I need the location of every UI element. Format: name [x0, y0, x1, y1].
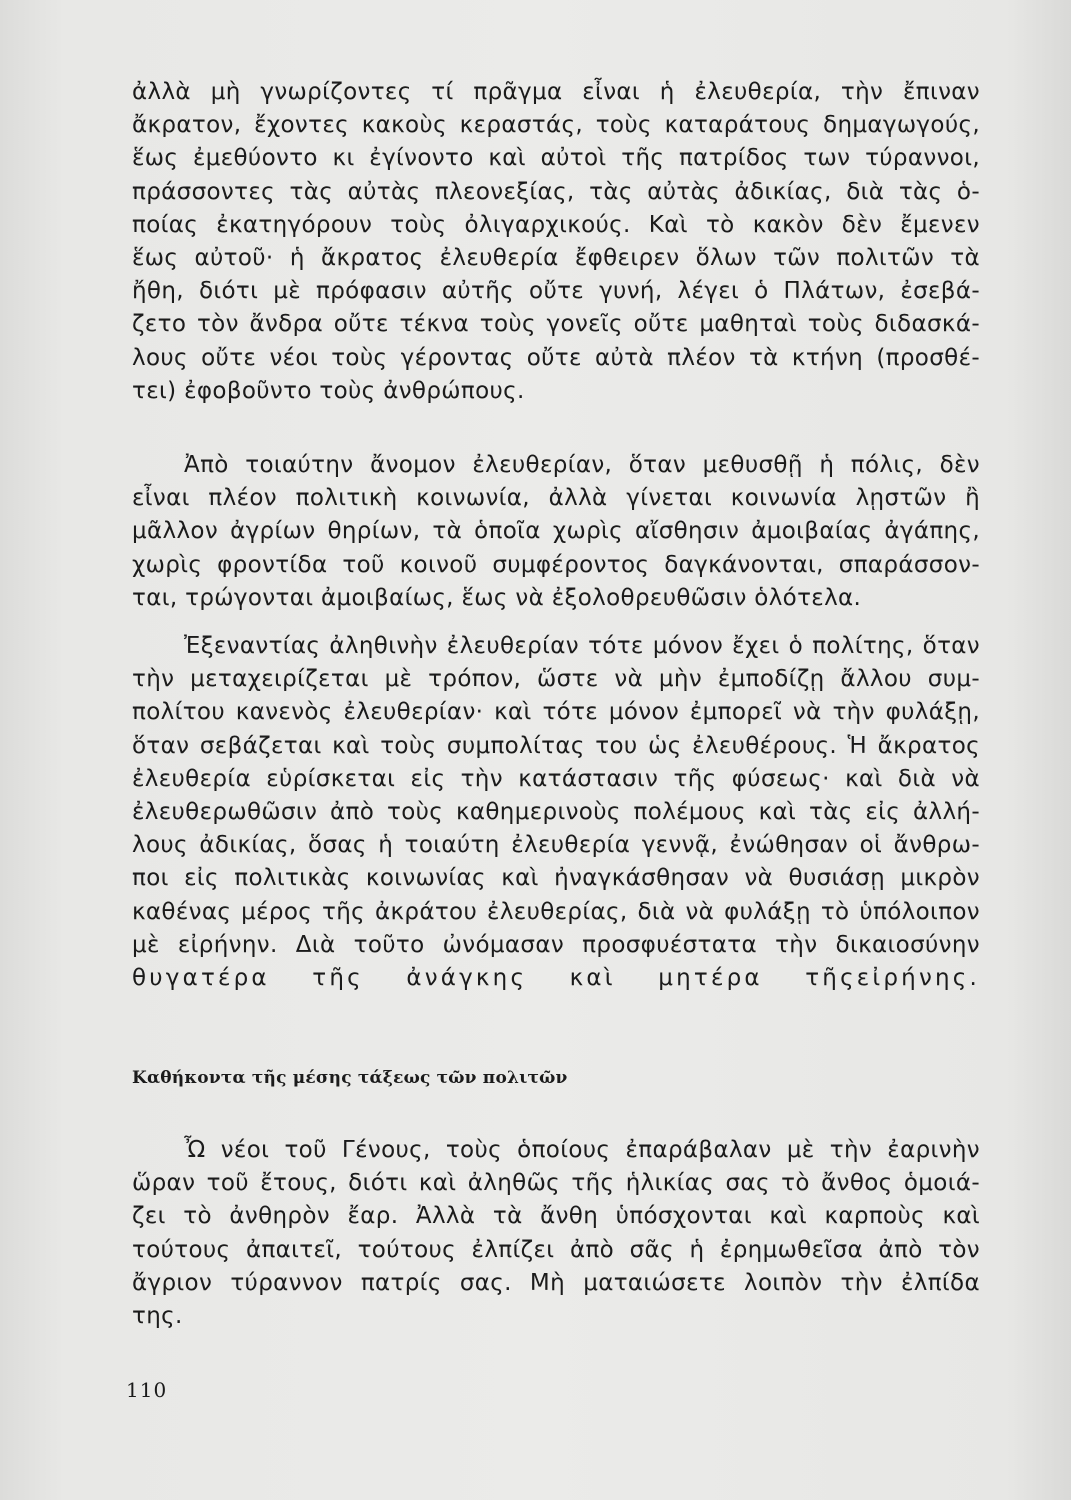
text-line: ἐλευθερία εὑρίσκεται εἰς τὴν κατάστασιν τῆς φύσεως· καὶ διὰ νὰ [132, 765, 980, 792]
text-line: καθένας μέρος τῆς ἀκράτου ἐλευθερίας, διὰ νὰ φυλάξῃ τὸ ὑπόλοιπον [132, 898, 980, 925]
text-line: ται, τρώγονται ἀμοιβαίως, ἕως νὰ ἐξολοθρευθῶσιν ὁλότελα. [132, 584, 862, 611]
text-line: πράσσοντες τὰς αὐτὰς πλεονεξίας, τὰς αὐτὰς ἀδικίας, διὰ τὰς ὁ- [132, 178, 980, 205]
text-line: τει) ἐφοβοῦντο τοὺς ἀνθρώπους. [132, 377, 525, 404]
text-line: μᾶλλον ἀγρίων θηρίων, τὰ ὁποῖα χωρὶς αἴσθησιν ἀμοιβαίας ἀγάπης, [132, 518, 980, 545]
text-line: ζετο τὸν ἄνδρα οὔτε τέκνα τοὺς γονεῖς οὔτε μαθηταὶ τοὺς διδασκά- [132, 311, 980, 338]
text-line: ἤθη, διότι μὲ πρόφασιν αὐτῆς οὔτε γυνή, λέγει ὁ Πλάτων, ἐσεβά- [132, 278, 980, 305]
paragraph-2 [132, 449, 980, 615]
text-line: μὲ εἰρήνην. Διὰ τοῦτο ὠνόμασαν προσφυέστατα τὴν δικαιοσύνην [132, 931, 980, 958]
text-line: λους οὔτε νέοι τοὺς γέροντας οὔτε αὐτὰ πλέον τὰ κτήνη (προσθέ- [132, 344, 980, 371]
text-line: ἄγριον τύραννον πατρίς σας. Μὴ ματαιώσετε λοιπὸν τὴν ἐλπίδα [132, 1269, 980, 1296]
paragraph-1 [132, 76, 980, 408]
spaced-emphasis-line: θυγατέρα τῆς ἀνάγκης καὶ μητέρα τῆςεἰρήνης. [132, 965, 980, 992]
text-line: εἶναι πλέον πολιτικὴ κοινωνία, ἀλλὰ γίνεται κοινωνία λῃστῶν ἢ [132, 485, 980, 512]
text-line: ποίας ἐκατηγόρουν τοὺς ὀλιγαρχικούς. Καὶ τὸ κακὸν δὲν ἔμενεν [132, 211, 980, 238]
text-line: της. [132, 1303, 183, 1330]
text-line: ζει τὸ ἀνθηρὸν ἔαρ. Ἀλλὰ τὰ ἄνθη ὑπόσχονται καὶ καρποὺς καὶ [132, 1203, 980, 1230]
text-line: ὅταν σεβάζεται καὶ τοὺς συμπολίτας του ὡς ἐλευθέρους. Ἡ ἄκρατος [132, 732, 980, 759]
text-line: ἄκρατον, ἔχοντες κακοὺς κεραστάς, τοὺς καταράτους δημαγωγούς, [132, 112, 980, 139]
text-line: ἕως αὐτοῦ· ἡ ἄκρατος ἐλευθερία ἔφθειρεν ὅλων τῶν πολιτῶν τὰ [132, 245, 980, 272]
text-line: ὥραν τοῦ ἔτους, διότι καὶ ἀληθῶς τῆς ἡλικίας σας τὸ ἄνθος ὁμοιά- [132, 1170, 980, 1197]
text-line: τούτους ἀπαιτεῖ, τούτους ἐλπίζει ἀπὸ σᾶς ἡ ἐρημωθεῖσα ἀπὸ τὸν [132, 1236, 980, 1263]
page-number: 110 [126, 1378, 168, 1402]
text-line: λους ἀδικίας, ὅσας ἡ τοιαύτη ἐλευθερία γεννᾷ, ἐνώθησαν οἱ ἄνθρω- [132, 832, 980, 859]
text-line: ποι εἰς πολιτικὰς κοινωνίας καὶ ἠναγκάσθησαν νὰ θυσιάσῃ μικρὸν [132, 865, 980, 892]
text-line: πολίτου κανενὸς ἐλευθερίαν· καὶ τότε μόνον ἐμπορεῖ νὰ τὴν φυλάξῃ, [132, 699, 980, 726]
text-line: Ὦ νέοι τοῦ Γένους, τοὺς ὁποίους ἐπαράβαλαν μὲ τὴν ἐαρινὴν [184, 1137, 980, 1163]
text-line: ἐλευθερωθῶσιν ἀπὸ τοὺς καθημερινοὺς πολέμους καὶ τὰς εἰς ἀλλή- [132, 799, 980, 826]
paragraph-3 [132, 630, 980, 995]
text-line: ἕως ἐμεθύοντο κι ἐγίνοντο καὶ αὐτοὶ τῆς πατρίδος των τύραννοι, [132, 145, 980, 172]
text-line: τὴν μεταχειρίζεται μὲ τρόπον, ὥστε νὰ μὴν ἐμποδίζῃ ἄλλου συμ- [132, 666, 980, 693]
paragraph-4 [132, 1134, 980, 1333]
section-heading: Καθήκοντα τῆς μέσης τάξεως τῶν πολιτῶν [132, 1068, 568, 1088]
text-line: χωρὶς φροντίδα τοῦ κοινοῦ συμφέροντος δαγκάνονται, σπαράσσον- [132, 551, 980, 578]
text-line: Ἀπὸ τοιαύτην ἄνομον ἐλευθερίαν, ὅταν μεθυσθῇ ἡ πόλις, δὲν [184, 452, 980, 478]
text-line: ἀλλὰ μὴ γνωρίζοντες τί πρᾶγμα εἶναι ἡ ἐλευθερία, τὴν ἔπιναν [132, 79, 980, 105]
text-line: Ἐξεναντίας ἀληθινὴν ἐλευθερίαν τότε μόνον ἔχει ὁ πολίτης, ὅταν [184, 633, 980, 659]
